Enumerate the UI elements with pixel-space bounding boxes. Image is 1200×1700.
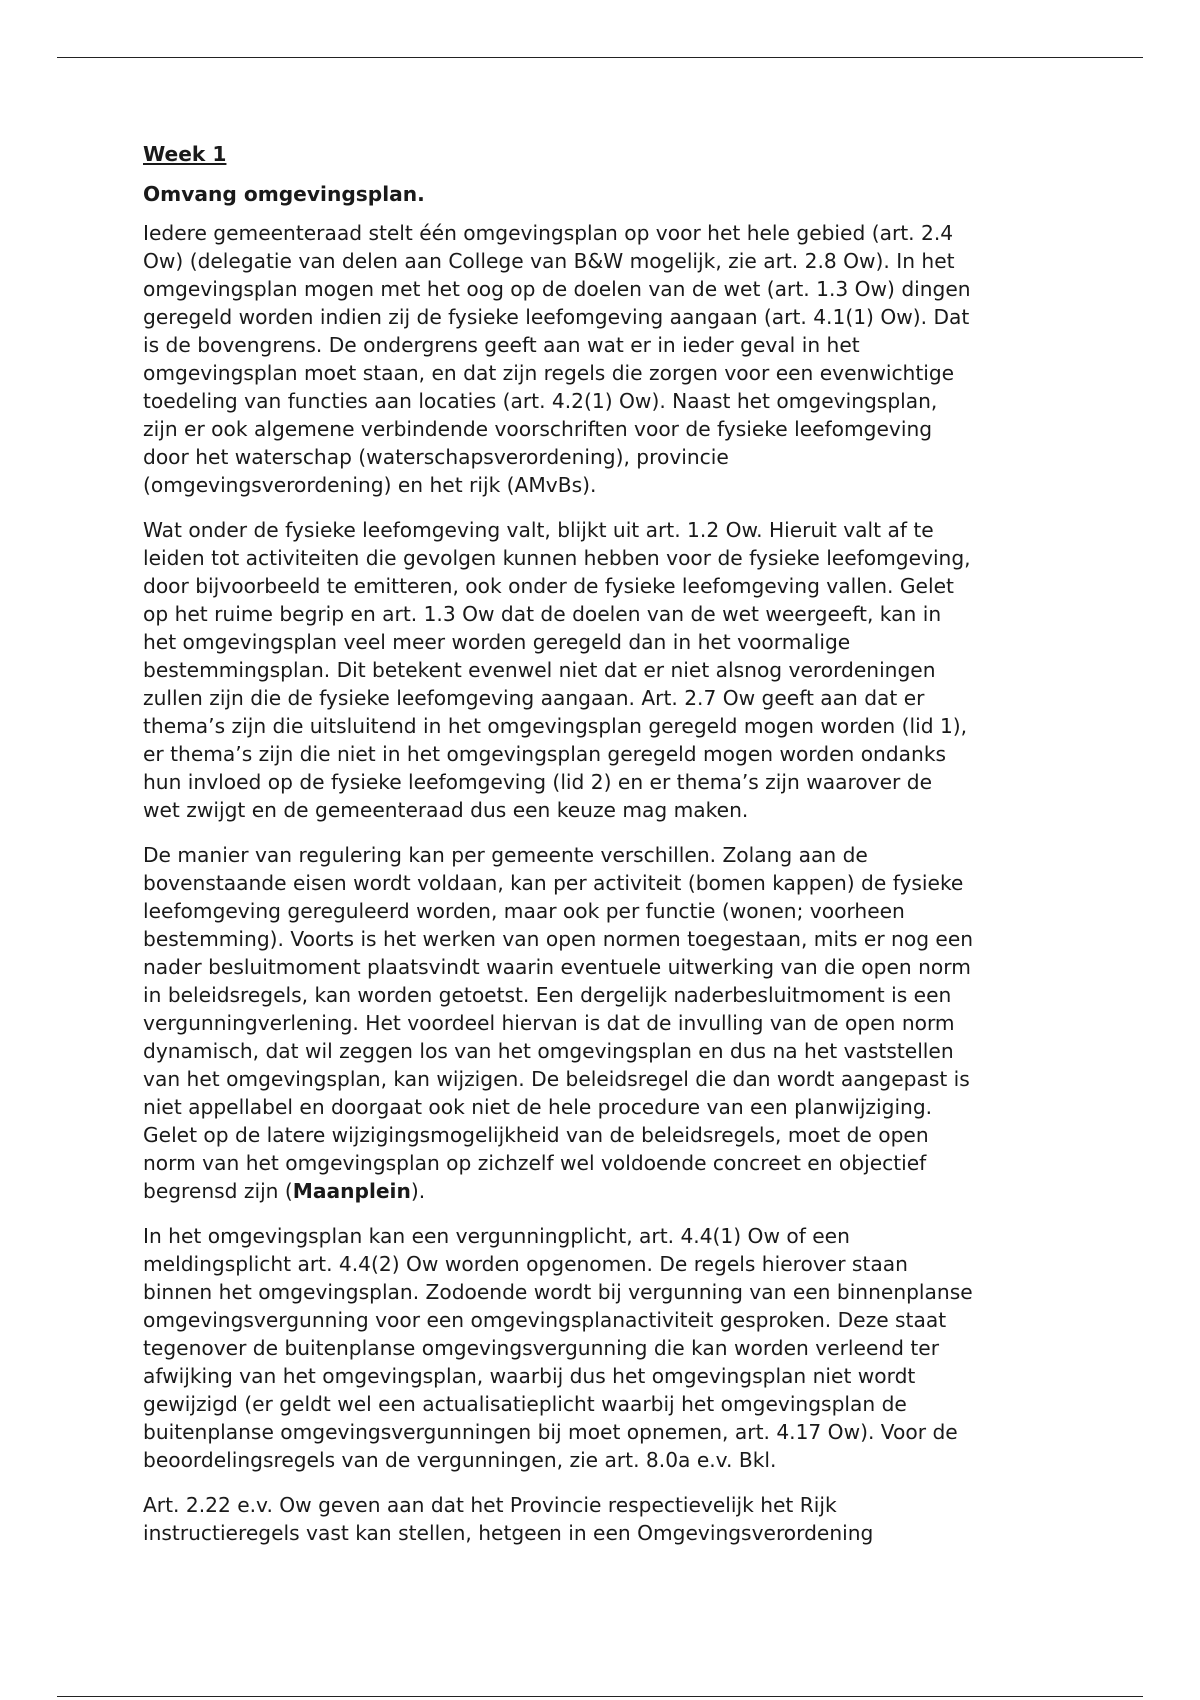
header-rule xyxy=(57,57,1143,58)
paragraph-2: Wat onder de fysieke leefomgeving valt, blijkt uit art. 1.2 Ow. Hieruit valt af te leiden tot activiteiten die gevolgen kunnen hebben voor de fysieke leefomgeving, door bijvoorbeeld te emitteren, ook onder de fysieke leefomgeving vallen. Gelet op het ruime begrip en art. 1.3 Ow dat de doelen van de wet weergeeft, kan in het omgevingsplan veel meer worden geregeld dan in het voormalige bestemmingsplan. Dit betekent evenwel niet dat er niet alsnog verordeningen zullen zijn die de fysieke leefomgeving aangaan. Art. 2.7 Ow geeft aan dat er thema’s zijn die uitsluitend in het omgevingsplan geregeld mogen worden (lid 1), er thema’s zijn die niet in het omgevingsplan geregeld mogen worden ondanks hun invloed op de fysieke leefomgeving (lid 2) en er thema’s zijn waarover de wet zwijgt en de gemeenteraad dus een keuze mag maken. xyxy=(143,518,971,822)
section-title: Omvang omgevingsplan. xyxy=(143,182,425,206)
footer-rule xyxy=(57,1696,1143,1697)
paragraph-3-end: ). xyxy=(410,1179,426,1203)
document-body xyxy=(143,140,1073,1564)
paragraph-3-text: De manier van regulering kan per gemeente verschillen. Zolang aan de bovenstaande eisen wordt voldaan, kan per activiteit (bomen kappen) de fysieke leefomgeving gereguleerd worden, maar ook per functie (wonen; voorheen bestemming). Voorts is het werken van open normen toegestaan, mits er nog een nader besluitmoment plaatsvindt waarin eventuele uitwerking van die open norm in beleidsregels, kan worden getoetst. Een dergelijk naderbesluitmoment is een vergunningverlening. Het voordeel hiervan is dat de invulling van de open norm dynamisch, dat wil zeggen los van het omgevingsplan en dus na het vaststellen van het omgevingsplan, kan wijzigen. De beleidsregel die dan wordt aangepast is niet appellabel en doorgaat ook niet de hele procedure van een planwijziging. Gelet op de latere wijzigingsmogelijkheid van de beleidsregels, moet de open norm van het omgevingsplan op zichzelf wel voldoende concreet en objectief begrensd zijn ( xyxy=(143,843,974,1203)
case-name-bold: Maanplein xyxy=(292,1179,411,1203)
paragraph-1: Iedere gemeenteraad stelt één omgevingsplan op voor het hele gebied (art. 2.4 Ow) (delegatie van delen aan College van B&W mogelijk, zie art. 2.8 Ow). In het omgevingsplan mogen met het oog op de doelen van de wet (art. 1.3 Ow) dingen geregeld worden indien zij de fysieke leefomgeving aangaan (art. 4.1(1) Ow). Dat is de bovengrens. De ondergrens geeft aan wat er in ieder geval in het omgevingsplan moet staan, en dat zijn regels die zorgen voor een evenwichtige toedeling van functies aan locaties (art. 4.2(1) Ow). Naast het omgevingsplan, zijn er ook algemene verbindende voorschriften voor de fysieke leefomgeving door het waterschap (waterschapsverordening), provincie (omgevingsverordening) en het rijk (AMvBs). xyxy=(143,221,971,497)
paragraph-5: Art. 2.22 e.v. Ow geven aan dat het Provincie respectievelijk het Rijk instructieregels vast kan stellen, hetgeen in een Omgevingsverordening xyxy=(143,1493,874,1545)
week-title: Week 1 xyxy=(143,142,227,166)
paragraph-4: In het omgevingsplan kan een vergunningplicht, art. 4.4(1) Ow of een meldingsplicht art. 4.4(2) Ow worden opgenomen. De regels hierover staan binnen het omgevingsplan. Zodoende wordt bij vergunning van een binnenplanse omgevingsvergunning voor een omgevingsplanactiviteit gesproken. Deze staat tegenover de buitenplanse omgevingsvergunning die kan worden verleend ter afwijking van het omgevingsplan, waarbij dus het omgevingsplan niet wordt gewijzigd (er geldt wel een actualisatieplicht waarbij het omgevingsplan de buitenplanse omgevingsvergunningen bij moet opnemen, art. 4.17 Ow). Voor de beoordelingsregels van de vergunningen, zie art. 8.0a e.v. Bkl. xyxy=(143,1224,973,1472)
paragraph-3 xyxy=(143,841,1073,1205)
